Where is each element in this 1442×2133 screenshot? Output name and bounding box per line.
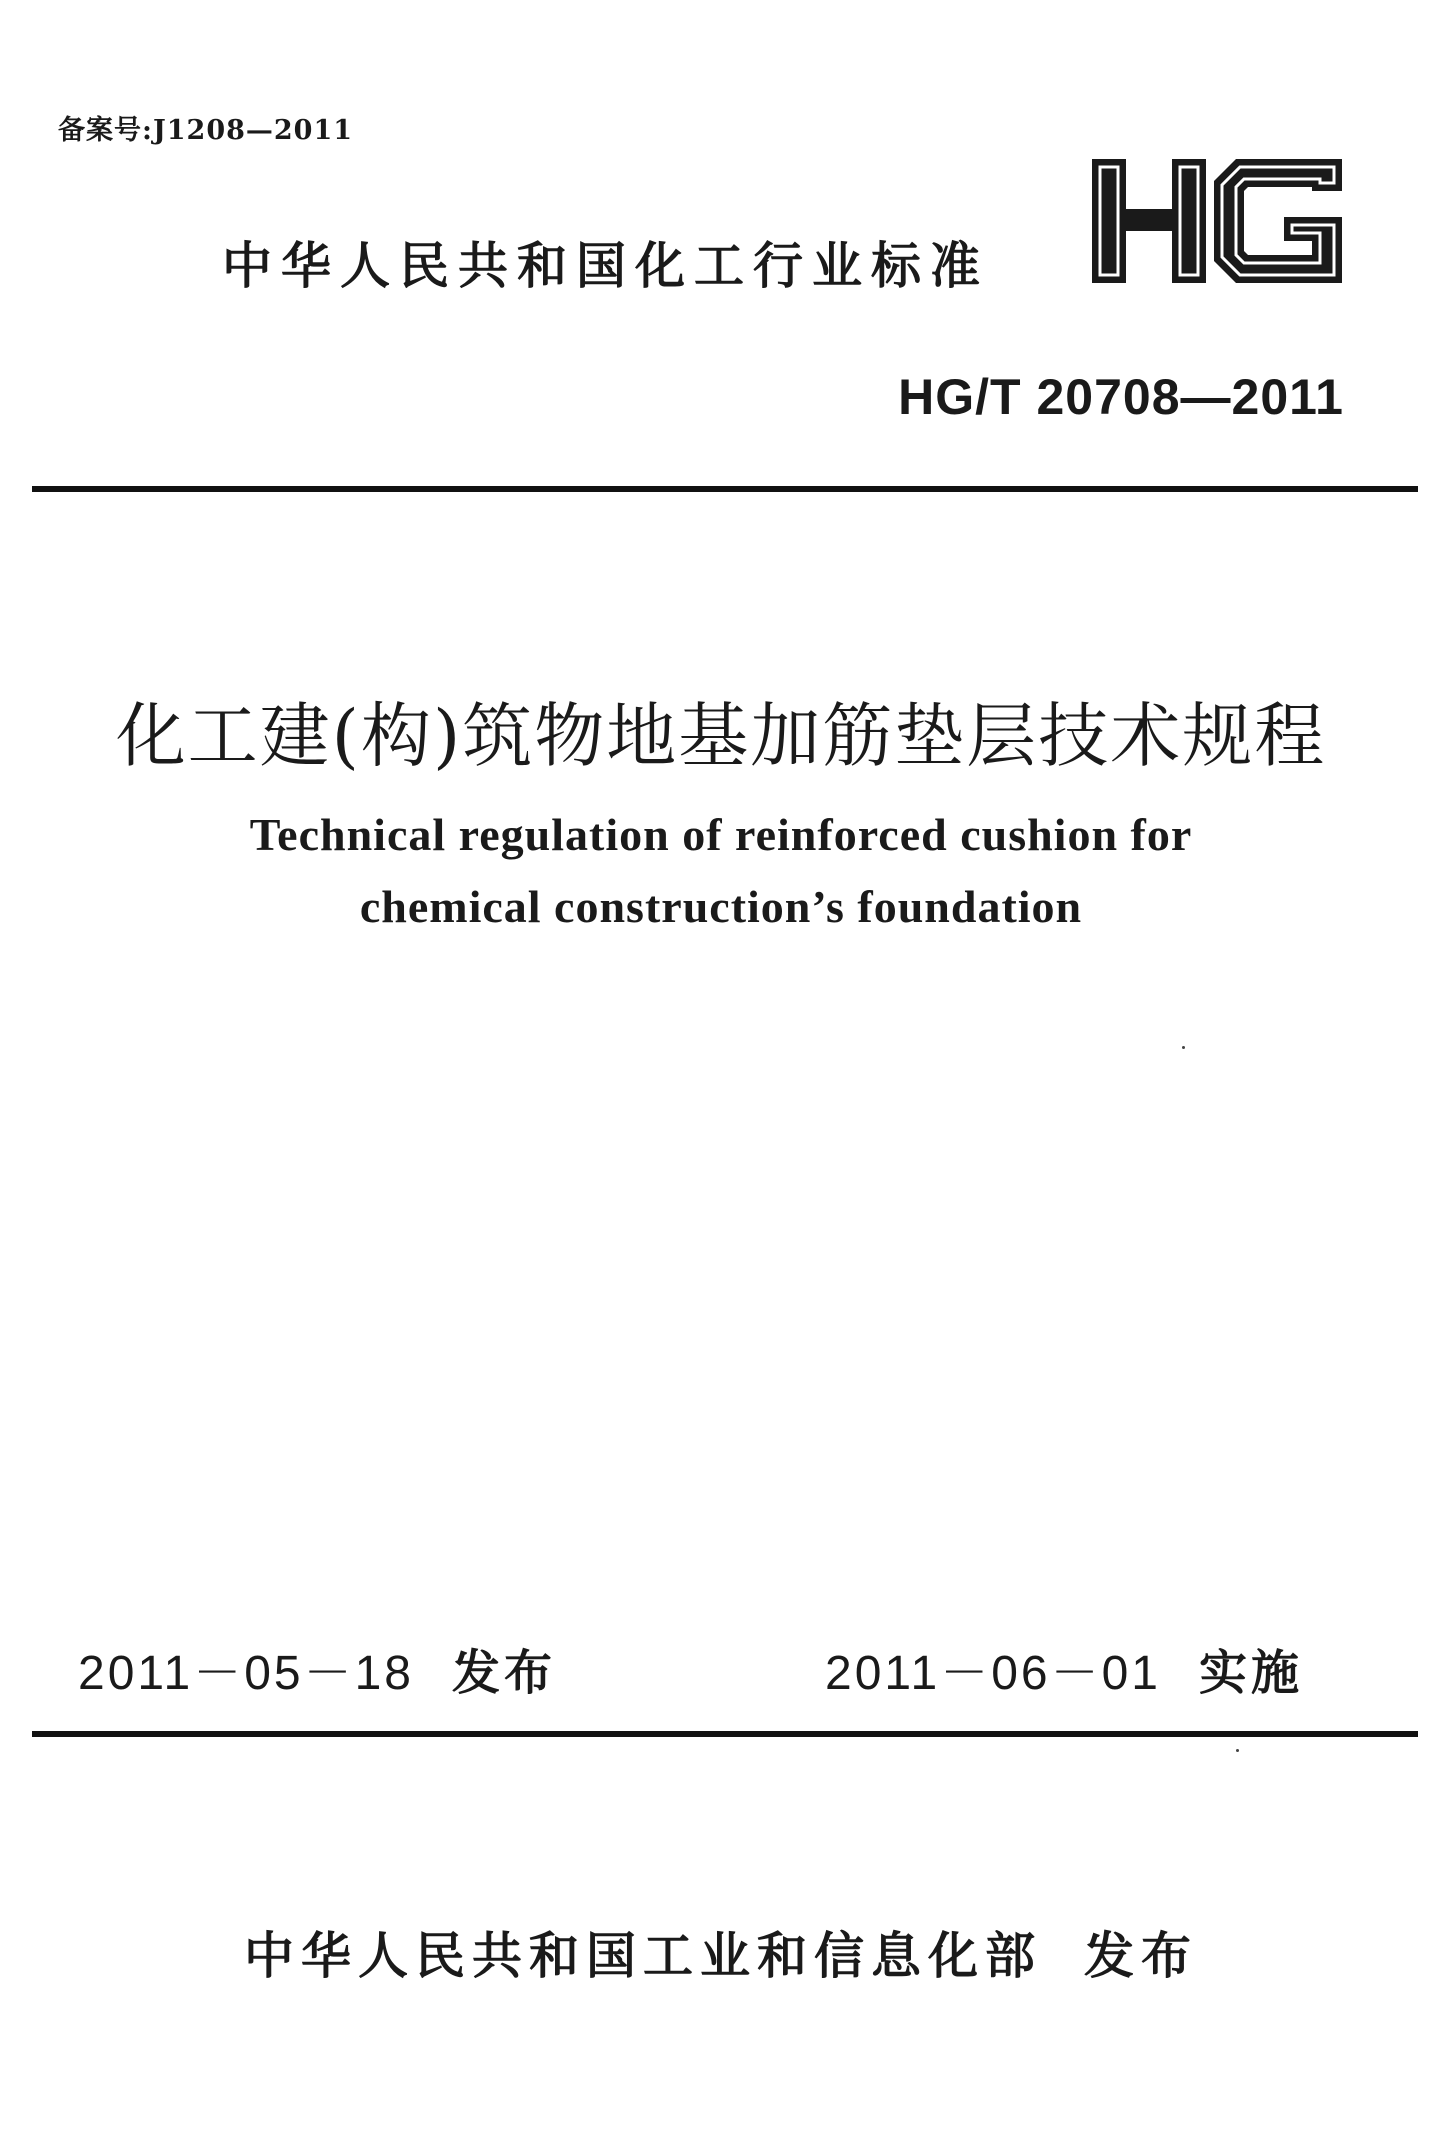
record-number: 备案号:J1208—2011	[58, 115, 354, 146]
release-date-block	[78, 1634, 556, 1703]
top-divider	[32, 486, 1418, 492]
issuing-authority	[0, 1916, 1442, 1988]
effective-label: 实施	[1199, 1645, 1304, 1701]
hg-logo-icon	[1088, 155, 1350, 287]
scan-speck	[1236, 1749, 1239, 1752]
effective-date: 2011－06－01	[825, 1647, 1162, 1700]
document-title-english-line2: chemical construction’s foundation	[359, 881, 1083, 932]
release-date: 2011－05－18	[78, 1647, 415, 1700]
document-title-english-line1: Technical regulation of reinforced cushion for	[249, 809, 1193, 860]
standard-code: HG/T 20708—2011	[898, 369, 1344, 425]
bottom-divider	[32, 1731, 1418, 1737]
scan-speck	[1182, 1046, 1185, 1049]
document-title-chinese: 化工建(构)筑物地基加筋垫层技术规程	[115, 695, 1327, 777]
release-label: 发布	[452, 1645, 557, 1701]
issuer-verb: 发布	[1084, 1927, 1198, 1985]
effective-date-block	[825, 1634, 1303, 1703]
industry-standard-heading: 中华人民共和国化工行业标准	[222, 237, 989, 295]
issuer-name: 中华人民共和国工业和信息化部	[244, 1927, 1042, 1985]
